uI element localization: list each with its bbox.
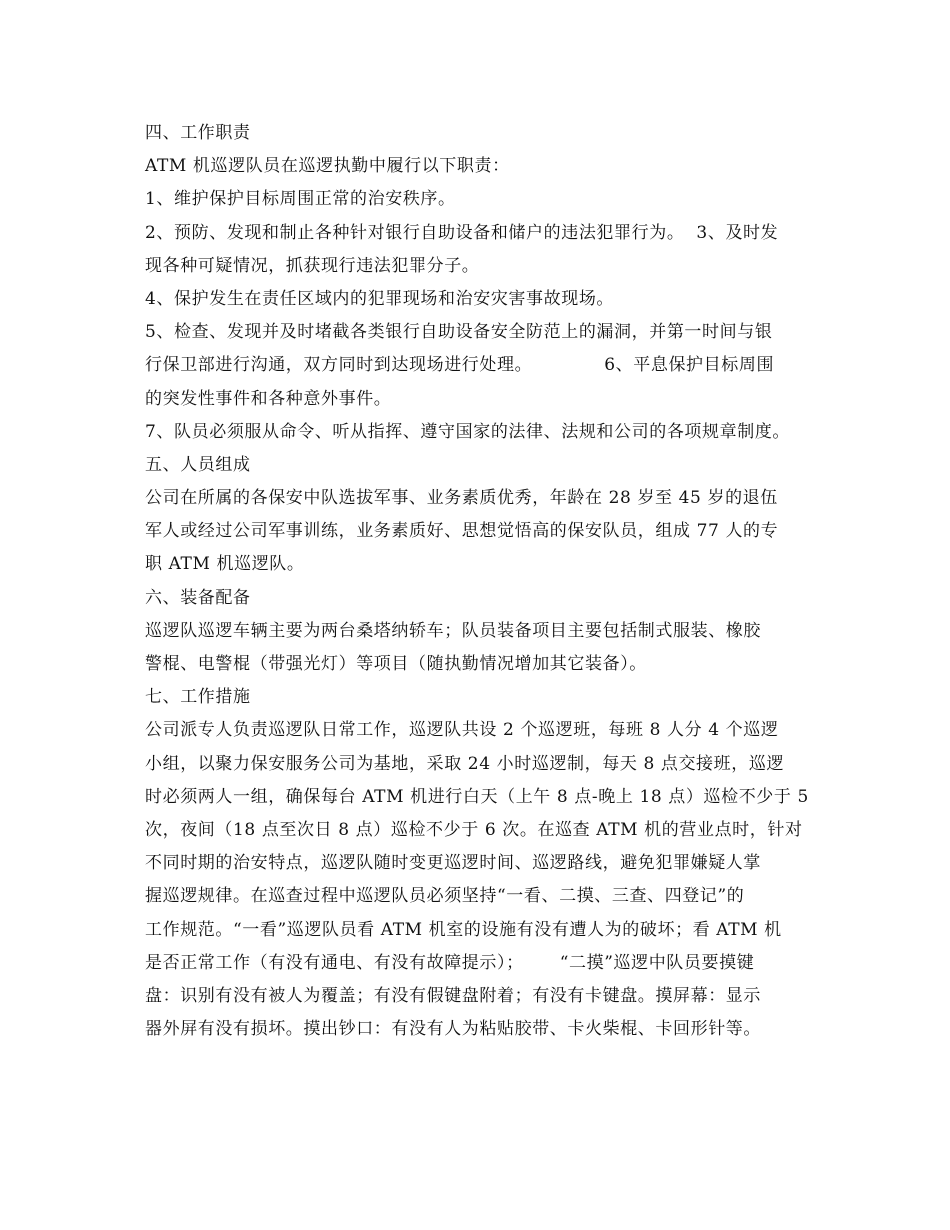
paragraph-line: 2、预防、发现和制止各种针对银行自助设备和储户的违法犯罪行为。 3、及时发 <box>145 222 779 243</box>
paragraph-line: 的突发性事件和各种意外事件。 <box>145 388 392 409</box>
paragraph-line: 器外屏有没有损坏。摸出钞口：有没有人为粘贴胶带、卡火柴棍、卡回形针等。 <box>145 1019 761 1040</box>
paragraph-line: 工作规范。“一看”巡逻队员看 ATM 机室的设施有没有遭人为的破坏；看 ATM 机 <box>145 919 782 940</box>
section-heading-duties: 四、工作职责 <box>145 123 251 143</box>
paragraph-line: 次，夜间（18 点至次日 8 点）巡检不少于 6 次。在巡查 ATM 机的营业点时，针对 <box>145 819 803 840</box>
paragraph-line: 现各种可疑情况，抓获现行违法犯罪分子。 <box>145 255 480 276</box>
paragraph-line: 警棍、电警棍（带强光灯）等项目（随执勤情况增加其它装备）。 <box>145 654 647 674</box>
paragraph-line: 时必须两人一组，确保每台 ATM 机进行白天（上午 8 点-晚上 18 点）巡检不少于 5 <box>145 786 809 807</box>
paragraph-line: 公司派专人负责巡逻队日常工作，巡逻队共设 2 个巡逻班，每班 8 人分 4 个巡逻 <box>145 720 779 741</box>
paragraph-line: 军人或经过公司军事训练，业务素质好、思想觉悟高的保安队员，组成 77 人的专 <box>145 521 779 542</box>
paragraph-line: 7、队员必须服从命令、听从指挥、遵守国家的法律、法规和公司的各项规章制度。 <box>145 421 791 442</box>
paragraph-line: 行保卫部进行沟通，双方同时到达现场进行处理。 6、平息保护目标周围 <box>145 355 775 376</box>
section-heading-measures: 七、工作措施 <box>145 687 251 708</box>
paragraph-line: 公司在所属的各保安中队选拔军事、业务素质优秀，年龄在 28 岁至 45 岁的退伍 <box>145 488 778 509</box>
paragraph-line: ATM 机巡逻队员在巡逻执勤中履行以下职责： <box>145 156 510 177</box>
paragraph-line: 不同时期的治安特点，巡逻队随时变更巡逻时间、巡逻路线，避免犯罪嫌疑人掌 <box>145 853 761 874</box>
paragraph-line: 1、维护保护目标周围正常的治安秩序。 <box>145 189 456 210</box>
paragraph-line: 是否正常工作（有没有通电、有没有故障提示）； “二摸”巡逻中队员要摸键 <box>145 952 755 973</box>
paragraph-line: 巡逻队巡逻车辆主要为两台桑塔纳轿车；队员装备项目主要包括制式服装、橡胶 <box>145 620 761 641</box>
paragraph-line: 盘：识别有没有被人为覆盖；有没有假键盘附着；有没有卡键盘。摸屏幕：显示 <box>145 985 761 1006</box>
paragraph-line: 5、检查、发现并及时堵截各类银行自助设备安全防范上的漏洞，并第一时间与银 <box>145 322 773 343</box>
document-body <box>145 117 835 1046</box>
paragraph-line: 握巡逻规律。在巡查过程中巡逻队员必须坚持“一看、二摸、三查、四登记”的 <box>145 886 745 907</box>
paragraph-line: 4、保护发生在责任区域内的犯罪现场和治安灾害事故现场。 <box>145 288 615 309</box>
paragraph-line: 职 ATM 机巡逻队。 <box>145 554 305 575</box>
paragraph-line: 小组，以聚力保安服务公司为基地，采取 24 小时巡逻制，每天 8 点交接班，巡逻 <box>145 753 785 774</box>
section-heading-personnel: 五、人员组成 <box>145 454 251 475</box>
section-heading-equipment: 六、装备配备 <box>145 587 251 608</box>
